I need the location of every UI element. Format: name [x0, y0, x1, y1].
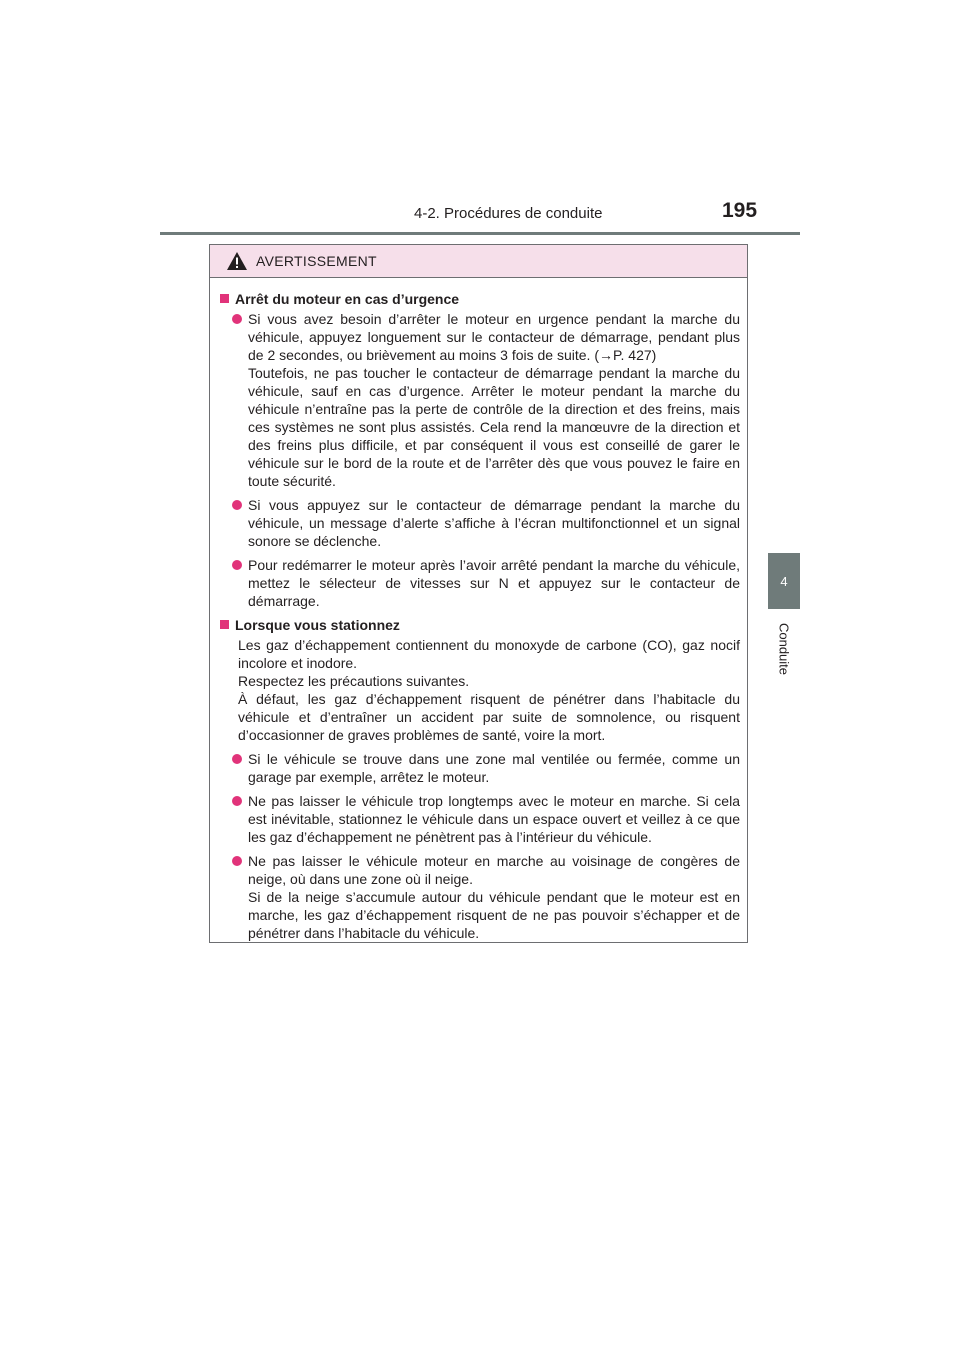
- bullet-item: [232, 556, 740, 610]
- circle-bullet-icon: [232, 560, 242, 570]
- square-bullet-icon: [220, 620, 229, 629]
- warning-triangle-icon: [226, 251, 248, 271]
- circle-bullet-icon: [232, 856, 242, 866]
- chapter-label: [768, 614, 800, 684]
- intro-paragraph: Les gaz d’échappement contiennent du monoxyde de carbone (CO), gaz nocif incolore et inodore.: [238, 637, 740, 671]
- intro-paragraph: À défaut, les gaz d’échappement risquent de pénétrer dans l’habitacle du véhicule et d’entraîner un accident par suite de somnolence, ou risquent d’occasionner de graves problèmes de santé, voire la mort.: [238, 691, 740, 743]
- bullet-text: [248, 556, 740, 610]
- bullet-text: [248, 310, 740, 490]
- section-title: [220, 290, 740, 308]
- bullet-paragraph: Si de la neige s’accumule autour du véhicule pendant que le moteur est en marche, les gaz d’échappement risquent de ne pas pouvoir s’échapper et de pénétrer dans l’habitacle du véhicule.: [248, 889, 740, 941]
- square-bullet-icon: [220, 294, 229, 303]
- warning-header: [210, 245, 747, 278]
- page-number: 195: [722, 199, 758, 222]
- chapter-tab[interactable]: [768, 553, 800, 609]
- bullet-item: [232, 852, 740, 942]
- bullet-text: [248, 750, 740, 786]
- section-intro: [238, 636, 740, 744]
- section-title-text: Arrêt du moteur en cas d’urgence: [235, 291, 460, 307]
- bullet-text: [248, 852, 740, 942]
- header-divider: [160, 232, 800, 235]
- circle-bullet-icon: [232, 314, 242, 324]
- circle-bullet-icon: [232, 500, 242, 510]
- bullet-paragraph: Si vous avez besoin d’arrêter le moteur en urgence pendant la marche du véhicule, appuyez longuement sur le contacteur de démarrage, pendant plus de 2 secondes, ou brièvement au moins 3 fois de suite. (→P. 427): [248, 311, 740, 363]
- bullet-paragraph: Ne pas laisser le véhicule trop longtemps avec le moteur en marche. Si cela est inévitable, stationnez le véhicule dans un espace ouvert et veillez à ce que les gaz d’échappement ne pénètrent pas à l’intérieur du véhicule.: [248, 793, 740, 845]
- bullet-paragraph: Si le véhicule se trouve dans une zone mal ventilée ou fermée, comme un garage par exemple, arrêtez le moteur.: [248, 751, 740, 785]
- bullet-item: [232, 496, 740, 550]
- bullet-paragraph: Si vous appuyez sur le contacteur de démarrage pendant la marche du véhicule, un message d’alerte s’affiche à l’écran multifonctionnel et un signal sonore se déclenche.: [248, 497, 740, 549]
- circle-bullet-icon: [232, 796, 242, 806]
- chapter-number: 4: [780, 573, 788, 589]
- bullet-paragraph: Pour redémarrer le moteur après l’avoir arrêté pendant la marche du véhicule, mettez le sélecteur de vitesses sur N et appuyez sur le contacteur de démarrage.: [248, 557, 740, 609]
- chapter-label-text: Conduite: [776, 622, 792, 676]
- circle-bullet-icon: [232, 754, 242, 764]
- warning-body: [210, 278, 747, 942]
- bullet-text: [248, 792, 740, 846]
- bullet-item: [232, 750, 740, 786]
- section-title-text: Lorsque vous stationnez: [235, 617, 400, 633]
- section-title: [220, 616, 740, 634]
- bullet-text: [248, 496, 740, 550]
- bullet-item: [232, 792, 740, 846]
- bullet-paragraph: Toutefois, ne pas toucher le contacteur de démarrage pendant la marche du véhicule, sauf en cas d’urgence. Arrêter le moteur pendant la marche du véhicule n’entraîne pas la perte de contrôle de la direction et des freins, mais ces systèmes ne sont plus assistés. Cela rend la manœuvre de la direction et des freins plus difficile, et par conséquent il vous est conseillé de garer le véhicule sur le bord de la route et de l’arrêter dès que vous pouvez le faire en toute sécurité.: [248, 365, 740, 489]
- warning-title: AVERTISSEMENT: [256, 253, 377, 269]
- section-heading: 4-2. Procédures de conduite: [414, 205, 603, 222]
- intro-paragraph: Respectez les précautions suivantes.: [238, 673, 470, 689]
- bullet-item: [232, 310, 740, 490]
- warning-box: [209, 244, 748, 943]
- bullet-paragraph: Ne pas laisser le véhicule moteur en marche au voisinage de congères de neige, où dans une zone où il neige.: [248, 853, 740, 887]
